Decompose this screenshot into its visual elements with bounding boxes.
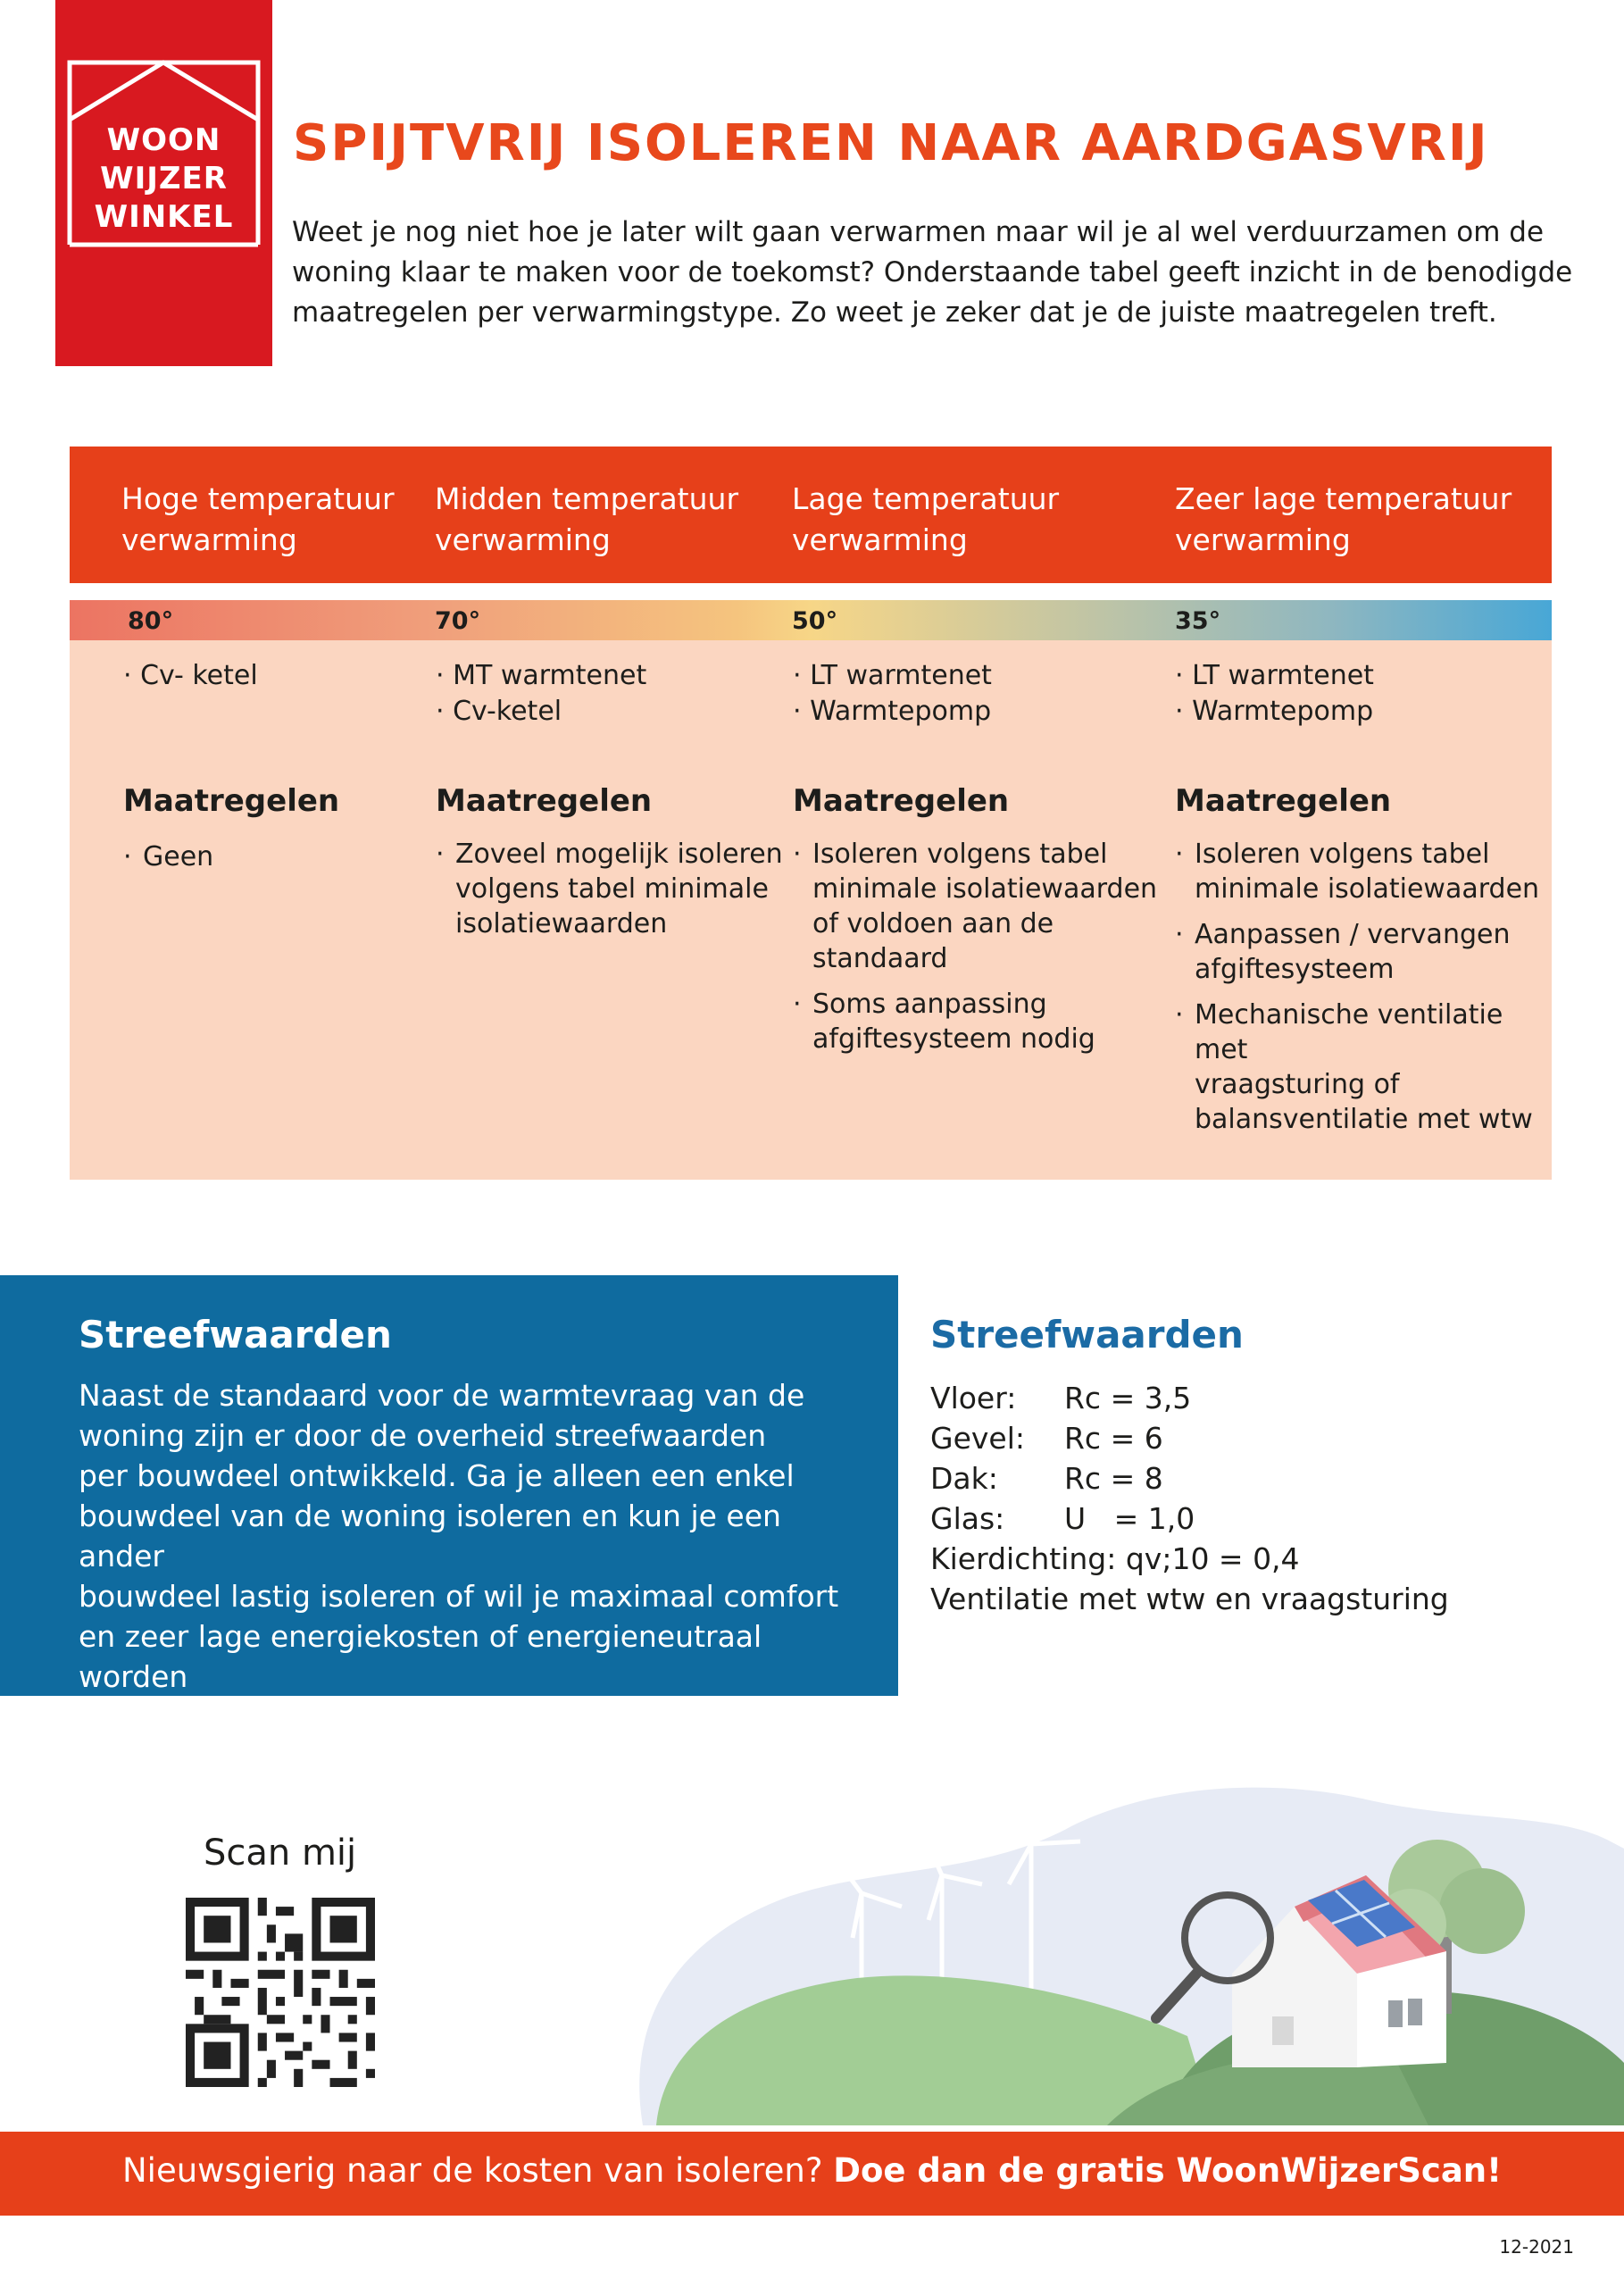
measure-text: Isoleren volgens tabel [1195, 839, 1490, 870]
measure-item: · Isoleren volgens tabel minimale isolatiewaarden [1175, 839, 1540, 905]
target-value-label: Gevel: [930, 1421, 1025, 1456]
system-item: · Cv-ketel [436, 696, 562, 727]
ventilation-value: Ventilatie met wtw en vraagsturing [930, 1582, 1449, 1616]
target-value-row [930, 1418, 1591, 1458]
target-value-label: Dak: [930, 1461, 998, 1496]
measure-item: · Soms aanpassing afgiftesysteem nodig [793, 987, 1159, 1056]
info-box-line: bouwdeel lastig isoleren of wil je maximaal comfort [79, 1579, 839, 1614]
measure-text: Isoleren volgens tabel [812, 839, 1108, 870]
target-value-label: Vloer: [930, 1381, 1017, 1415]
measure-text: afgiftesysteem nodig [812, 1023, 1095, 1055]
system-item-label: MT warmtenet [453, 660, 647, 691]
system-item: · LT warmtenet [793, 660, 992, 691]
target-value-label: Glas: [930, 1501, 1005, 1536]
measure-text: standaard [812, 943, 948, 974]
measure-text: Mechanische ventilatie met [1195, 999, 1503, 1065]
system-item: · Warmtepomp [1175, 696, 1374, 727]
measure-item: · Aanpassen / vervangen afgiftesysteem [1175, 917, 1541, 987]
logo-text-line-3: WINKEL [94, 199, 234, 235]
measure-item: · Zoveel mogelijk isoleren volgens tabel minimale isolatiewaarden [436, 837, 793, 941]
column-heading-line: Zeer lage temperatuur [1175, 481, 1512, 516]
system-item-label: LT warmtenet [810, 660, 992, 691]
info-box-line: kijk dan naar de streefwaarden per bouwdeel. [79, 1699, 758, 1734]
column-heading-line: Lage temperatuur [792, 481, 1060, 516]
temperature-label: 35° [1175, 607, 1221, 635]
target-value: Rc = 3,5 [1064, 1381, 1192, 1415]
measure-text: minimale isolatiewaarden [812, 873, 1158, 905]
target-value: Rc = 8 [1064, 1461, 1163, 1496]
system-item: · Cv- ketel [123, 660, 258, 691]
logo-text-line-1: WOON [106, 122, 221, 158]
system-item-label: Warmtepomp [1192, 696, 1374, 727]
footer-banner[interactable] [0, 2132, 1624, 2216]
measure-text: afgiftesysteem [1195, 954, 1395, 985]
measure-text: minimale isolatiewaarden [1195, 873, 1540, 905]
system-item: · Warmtepomp [793, 696, 992, 727]
measures-list [1175, 837, 1541, 1148]
info-box-line: Naast de standaard voor de warmtevraag van de [79, 1378, 805, 1413]
target-value: U = 1,0 [1064, 1501, 1195, 1536]
measures-heading: Maatregelen [1175, 783, 1392, 819]
column-heading-very-low [1175, 479, 1532, 561]
column-heading-medium [435, 479, 738, 561]
systems-list [123, 658, 258, 694]
systems-list [793, 658, 992, 730]
logo-text-line-2: WIJZER [100, 161, 228, 196]
footer-call-to-action[interactable]: Doe dan de gratis WoonWijzerScan! [833, 2151, 1503, 2190]
qr-code-icon[interactable] [186, 1898, 375, 2087]
air-tightness-value: Kierdichting: qv;10 = 0,4 [930, 1541, 1300, 1576]
logo [55, 0, 272, 366]
measures-list [123, 839, 480, 885]
measure-text: Zoveel mogelijk isoleren [455, 839, 783, 870]
measure-text: Geen [143, 841, 214, 872]
system-item: · MT warmtenet [436, 660, 647, 691]
date-code: 12-2021 [1499, 2236, 1574, 2258]
system-item-label: LT warmtenet [1192, 660, 1374, 691]
footer-text [0, 2151, 1624, 2190]
measures-heading: Maatregelen [123, 783, 340, 819]
systems-list [436, 658, 646, 730]
target-value-row [930, 1458, 1591, 1498]
footer-question: Nieuwsgierig naar de kosten van isoleren? [121, 2151, 823, 2190]
systems-list [1175, 658, 1374, 730]
page-title: SPIJTVRIJ ISOLEREN NAAR AARDGASVRIJ [293, 114, 1489, 172]
measure-item: · Isoleren volgens tabel minimale isolatiewaarden of voldoen aan de standaard [793, 839, 1158, 974]
temperature-label: 70° [435, 607, 481, 635]
intro-paragraph: Weet je nog niet hoe je later wilt gaan verwarmen maar wil je al wel verduurzamen om de woning klaar te maken voor de toekomst? Onderstaande tabel geeft inzicht in de benodigde maatregelen per verwarmingstype. Zo weet je zeker dat je de juiste maatregelen treft. [292, 216, 1573, 329]
measure-item: · Geen [123, 841, 214, 872]
column-heading-high [121, 479, 425, 561]
measures-list [793, 837, 1159, 1067]
target-values-list [930, 1378, 1591, 1619]
temperature-label: 50° [792, 607, 838, 635]
measures-heading: Maatregelen [436, 783, 653, 819]
measure-text: volgens tabel minimale [455, 873, 769, 905]
info-box-line: bouwdeel van de woning isoleren en kun je een ander [79, 1498, 781, 1574]
system-item: · LT warmtenet [1175, 660, 1374, 691]
column-heading-line: Hoge temperatuur [121, 481, 395, 516]
target-value-row [930, 1498, 1591, 1539]
target-value-row [930, 1378, 1591, 1418]
system-item-label: Warmtepomp [810, 696, 992, 727]
column-heading-line: verwarming [792, 522, 968, 557]
measure-text: Aanpassen / vervangen [1195, 919, 1511, 950]
table-header [70, 447, 1552, 583]
info-box-text [79, 1375, 864, 1737]
measure-item: · Mechanische ventilatie met vraagsturing of balansventilatie met wtw [1175, 998, 1541, 1137]
info-box-line: per bouwdeel ontwikkeld. Ga je alleen een enkel [79, 1458, 795, 1493]
target-value: Rc = 6 [1064, 1421, 1163, 1456]
target-values-info-box [0, 1275, 898, 1734]
table-body [70, 640, 1552, 1180]
info-box-line: en zeer lage energiekosten of energieneutraal worden [79, 1619, 762, 1694]
info-box-title: Streefwaarden [79, 1313, 392, 1357]
measure-text: Soms aanpassing [812, 989, 1047, 1020]
column-heading-line: verwarming [121, 522, 297, 557]
column-heading-low [792, 479, 1095, 561]
column-heading-line: verwarming [1175, 522, 1351, 557]
temperature-label: 80° [128, 607, 174, 635]
target-values-title: Streefwaarden [930, 1313, 1244, 1357]
measure-text: of voldoen aan de [812, 908, 1054, 939]
column-heading-line: Midden temperatuur [435, 481, 739, 516]
temperature-gradient-bar [70, 600, 1552, 640]
measure-text: isolatiewaarden [455, 908, 668, 939]
column-heading-line: verwarming [435, 522, 611, 557]
measures-heading: Maatregelen [793, 783, 1010, 819]
measure-text: vraagsturing of [1195, 1069, 1400, 1100]
measures-list [436, 837, 793, 952]
info-box-line: woning zijn er door de overheid streefwaarden [79, 1418, 767, 1453]
system-item-label: Cv- ketel [140, 660, 258, 691]
system-item-label: Cv-ketel [453, 696, 562, 727]
scan-label: Scan mij [204, 1832, 357, 1874]
measure-text: balansventilatie met wtw [1195, 1104, 1533, 1135]
